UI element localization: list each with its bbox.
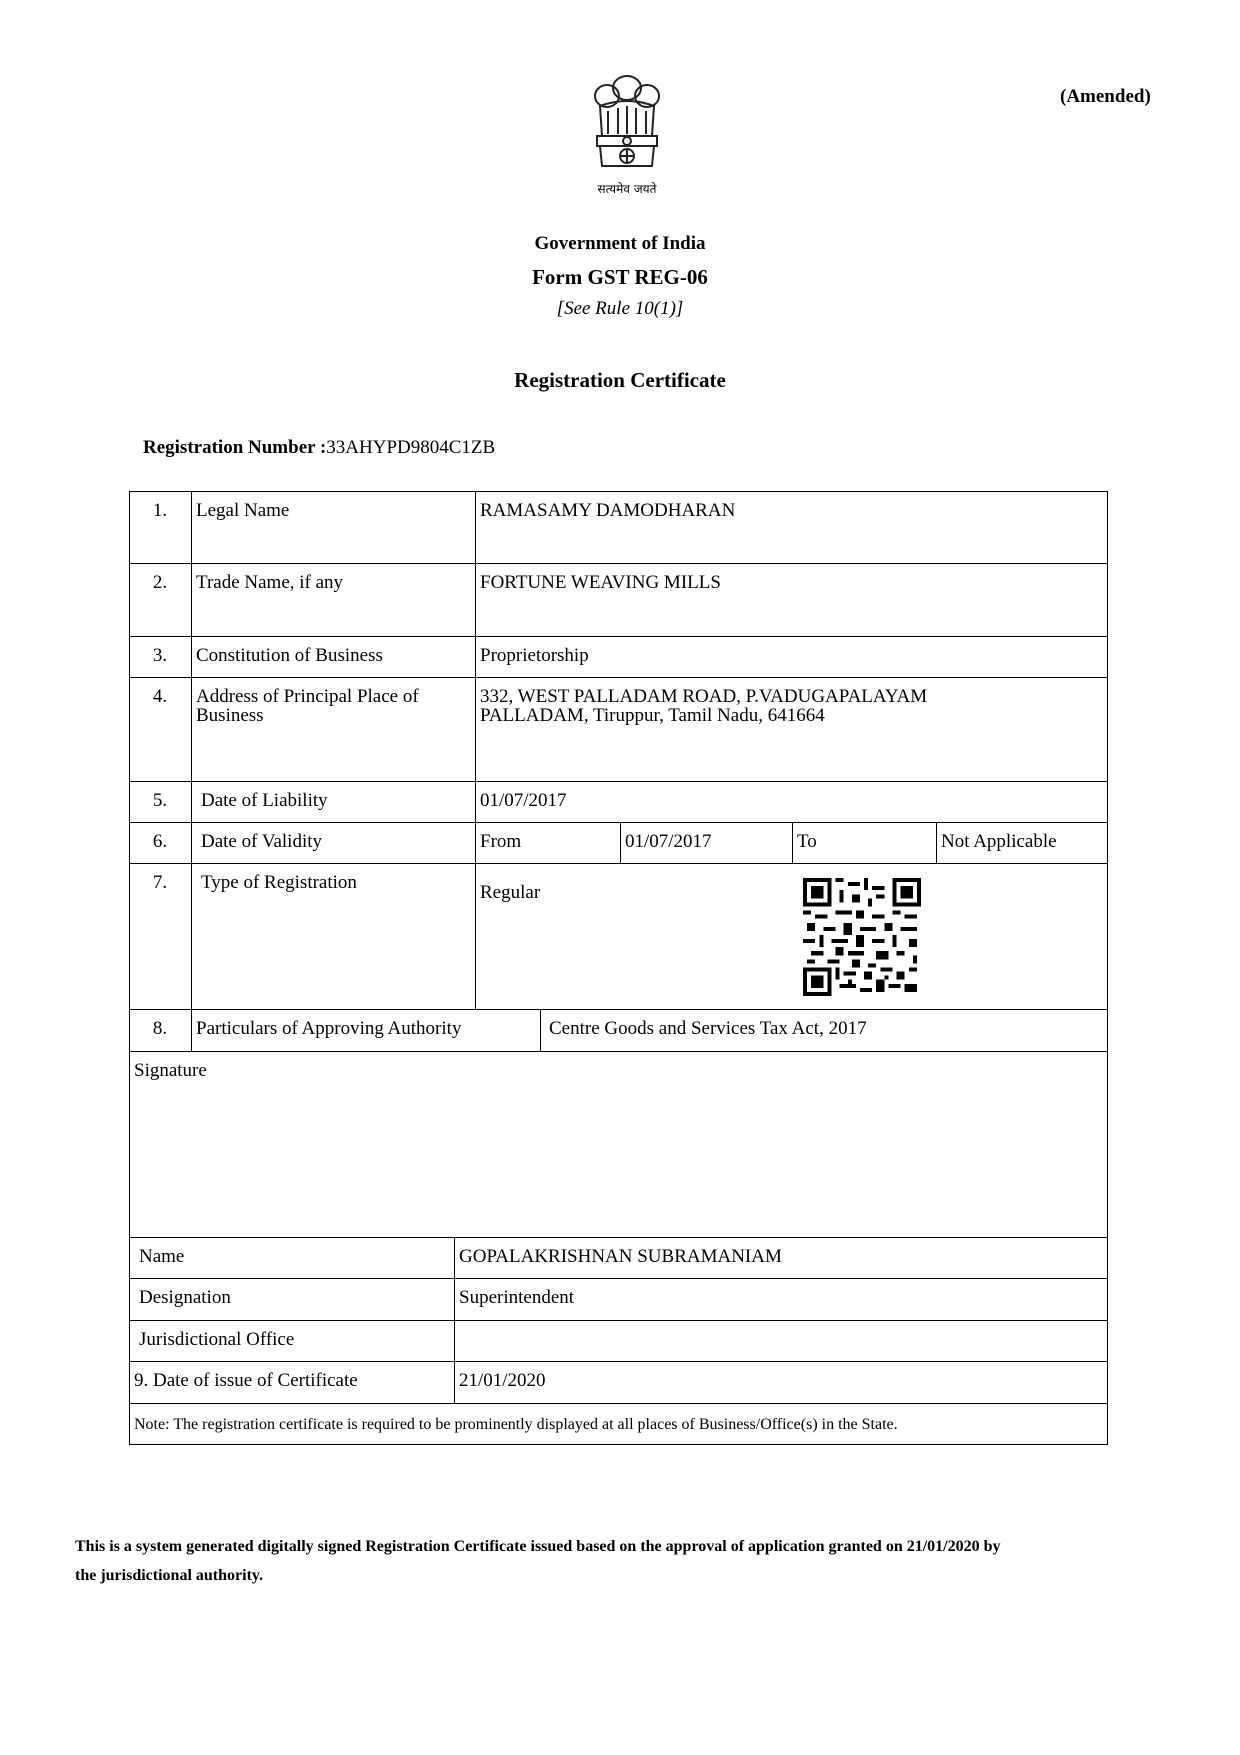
address-value-line: 332, WEST PALLADAM ROAD, P.VADUGAPALAYAM bbox=[480, 686, 928, 707]
registration-number-value: 33AHYPD9804C1ZB bbox=[326, 437, 496, 458]
legal-name-value: RAMASAMY DAMODHARAN bbox=[480, 500, 736, 521]
jurisdictional-office-value bbox=[454, 1320, 1108, 1330]
approving-authority-label: Particulars of Approving Authority bbox=[196, 1018, 462, 1039]
row-number: 6. bbox=[152, 831, 168, 852]
footer-line: the jurisdictional authority. bbox=[75, 1567, 264, 1584]
validity-to-label: To bbox=[797, 831, 817, 852]
system-generated-note bbox=[75, 1532, 1175, 1590]
registration-type-label: Type of Registration bbox=[201, 872, 357, 893]
emblem-motto: सत्यमेव जयते bbox=[597, 182, 657, 196]
issue-date-value: 21/01/2020 bbox=[459, 1370, 546, 1391]
row-number: 2. bbox=[152, 572, 168, 593]
row-number: 8. bbox=[152, 1018, 168, 1039]
validity-from-label: From bbox=[480, 831, 522, 852]
qr-code-icon bbox=[803, 878, 921, 996]
row-number: 1. bbox=[152, 500, 168, 521]
government-heading: Government of India bbox=[534, 233, 706, 254]
registration-number-label: Registration Number : bbox=[143, 437, 327, 458]
designation-label: Designation bbox=[139, 1287, 231, 1308]
validity-from-value: 01/07/2017 bbox=[625, 831, 712, 852]
constitution-value: Proprietorship bbox=[480, 645, 589, 666]
form-title: Form GST REG-06 bbox=[532, 265, 708, 289]
designation-value: Superintendent bbox=[459, 1287, 575, 1308]
liability-date-label: Date of Liability bbox=[201, 790, 328, 811]
signatory-name-label: Name bbox=[139, 1246, 185, 1267]
registration-number bbox=[143, 437, 495, 459]
liability-date-value: 01/07/2017 bbox=[480, 790, 567, 811]
legal-name-label: Legal Name bbox=[196, 500, 290, 521]
validity-to-value: Not Applicable bbox=[941, 831, 1057, 852]
address-value bbox=[475, 677, 1108, 725]
address-label-line: Business bbox=[196, 705, 264, 726]
registration-type-value: Regular bbox=[480, 882, 541, 903]
signature-label: Signature bbox=[134, 1060, 207, 1081]
signatory-name-value: GOPALAKRISHNAN SUBRAMANIAM bbox=[459, 1246, 782, 1267]
approving-authority-value: Centre Goods and Services Tax Act, 2017 bbox=[549, 1018, 867, 1039]
footer-line: This is a system generated digitally signed Registration Certificate issued based on the approval of application granted on 21/01/2020 by bbox=[75, 1538, 1001, 1555]
amended-label: (Amended) bbox=[1060, 86, 1151, 107]
rule-reference: [See Rule 10(1)] bbox=[556, 298, 684, 319]
row-number: 3. bbox=[152, 645, 168, 666]
validity-label: Date of Validity bbox=[201, 831, 323, 852]
address-label bbox=[191, 677, 475, 725]
constitution-label: Constitution of Business bbox=[196, 645, 383, 666]
row-number: 5. bbox=[152, 790, 168, 811]
certificate-title: Registration Certificate bbox=[514, 368, 726, 392]
jurisdictional-office-label: Jurisdictional Office bbox=[139, 1329, 295, 1350]
row-number: 7. bbox=[152, 872, 168, 893]
issue-date-label: 9. Date of issue of Certificate bbox=[134, 1370, 358, 1391]
trade-name-label: Trade Name, if any bbox=[196, 572, 344, 593]
address-value-line: PALLADAM, Tiruppur, Tamil Nadu, 641664 bbox=[480, 705, 825, 726]
address-label-line: Address of Principal Place of bbox=[196, 686, 419, 707]
ashoka-emblem-icon bbox=[572, 66, 682, 176]
row-number: 4. bbox=[152, 686, 168, 707]
display-note: Note: The registration certificate is required to be prominently displayed at all places of Business/Office(s) in the State. bbox=[134, 1416, 898, 1433]
trade-name-value: FORTUNE WEAVING MILLS bbox=[480, 572, 721, 593]
